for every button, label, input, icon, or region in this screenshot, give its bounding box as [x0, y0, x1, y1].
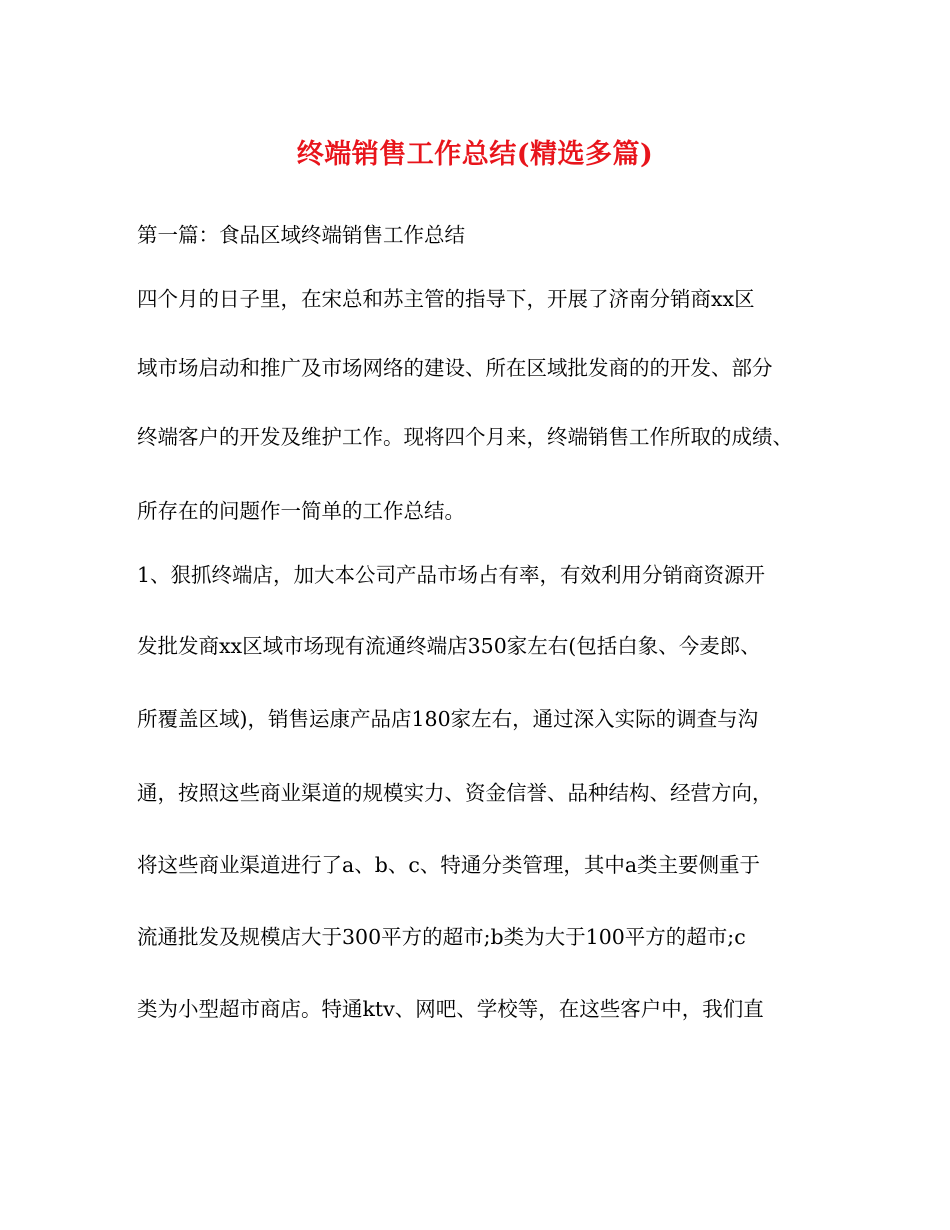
paragraph-line: 通，按照这些商业渠道的规模实力、资金信誉、品种结构、经营方向， [137, 781, 773, 805]
paragraph-line: 所存在的问题作一简单的工作总结。 [137, 499, 465, 523]
paragraph-line: 终端客户的开发及维护工作。现将四个月来，终端销售工作所取的成绩、 [137, 425, 793, 449]
paragraph-line: 流通批发及规模店大于300平方的超市;b类为大于100平方的超市;c [137, 925, 746, 949]
paragraph-line: 1、狠抓终端店，加大本公司产品市场占有率，有效利用分销商资源开 [137, 563, 766, 587]
paragraph-line: 域市场启动和推广及市场网络的建设、所在区域批发商的的开发、部分 [137, 356, 773, 380]
paragraph-line: 类为小型超市商店。特通ktv、网吧、学校等，在这些客户中，我们直 [137, 997, 764, 1021]
paragraph-line: 所覆盖区域)，销售运康产品店180家左右，通过深入实际的调查与沟 [137, 707, 759, 731]
paragraph-line: 将这些商业渠道进行了a、b、c、特通分类管理，其中a类主要侧重于 [137, 853, 761, 877]
paragraph-line: 发批发商xx区域市场现有流通终端店350家左右(包括白象、今麦郎、 [137, 634, 761, 658]
section-heading: 第一篇：食品区域终端销售工作总结 [137, 223, 465, 247]
document-title: 终端销售工作总结(精选多篇) [296, 139, 654, 170]
paragraph-line: 四个月的日子里，在宋总和苏主管的指导下，开展了济南分销商xx区 [137, 287, 755, 311]
